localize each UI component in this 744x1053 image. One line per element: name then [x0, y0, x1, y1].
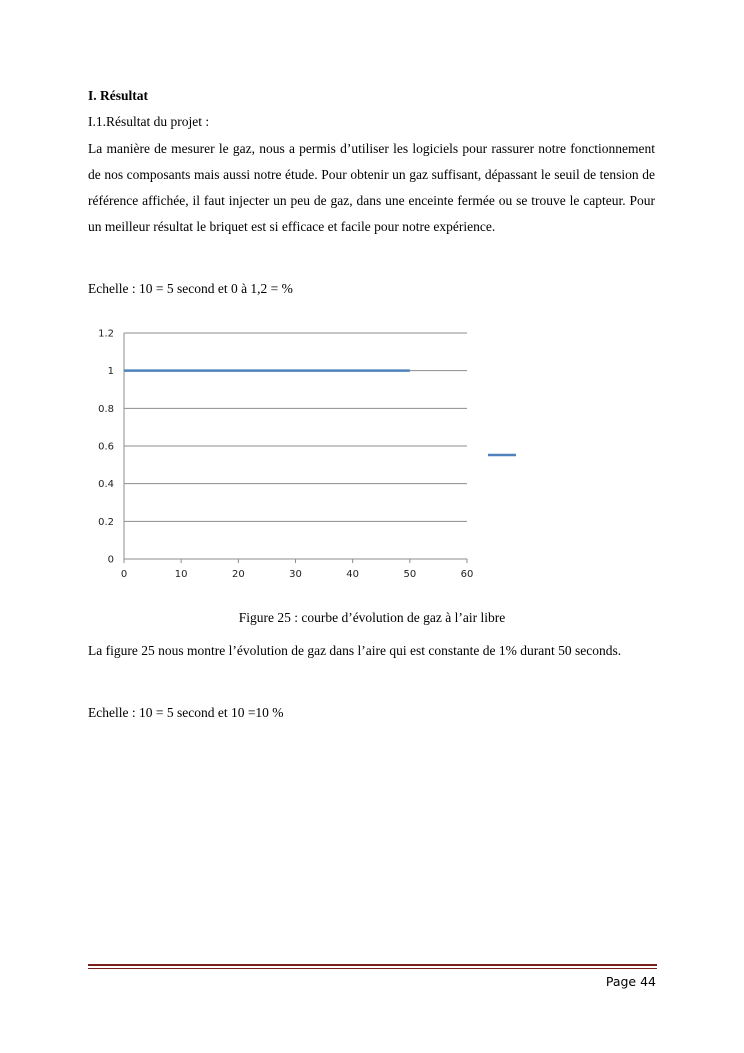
y-tick-label: 1 [107, 366, 114, 378]
x-tick-label: 60 [460, 569, 474, 580]
y-tick-label: 0 [107, 554, 114, 566]
footer-rule-thin [88, 968, 657, 969]
gas-evolution-chart [88, 322, 528, 592]
x-tick-label: 50 [403, 569, 417, 580]
section-heading: I. Résultat [88, 88, 148, 103]
scale-note-2: Echelle : 10 = 5 second et 10 =10 % [88, 705, 284, 720]
y-tick-label: 0.8 [98, 403, 114, 415]
x-tick-label: 20 [231, 569, 245, 580]
y-tick-label: 0.4 [98, 479, 114, 491]
footer-rule-thick [88, 964, 657, 966]
y-tick-label: 1.2 [98, 328, 114, 340]
subsection-heading: I.1.Résultat du projet : [88, 114, 210, 129]
body-paragraph-2: La figure 25 nous montre l’évolution de gaz dans l’aire qui est constante de 1% durant 50 seconds. [88, 643, 622, 658]
y-tick-label: 0.6 [98, 441, 114, 453]
scale-note-1: Echelle : 10 = 5 second et 0 à 1,2 = % [88, 281, 293, 296]
x-tick-label: 0 [120, 569, 128, 580]
x-tick-label: 10 [174, 569, 188, 580]
x-tick-label: 30 [289, 569, 302, 580]
x-tick-label: 40 [346, 569, 360, 580]
page-number: Page 44 [605, 974, 656, 989]
figure-caption: Figure 25 : courbe d’évolution de gaz à l’air libre [238, 610, 506, 625]
y-tick-label: 0.2 [98, 516, 114, 528]
body-paragraph-1: La manière de mesurer le gaz, nous a permis d’utiliser les logiciels pour rassurer notre fonctionnement de nos composants mais aussi notre étude. Pour obtenir un gaz suffisant, dépassant le seuil de tension de référence affichée, il faut injecter un peu de gaz, dans une enceinte fermée ou se trouve le capteur. Pour un meilleur résultat le briquet est si efficace et facile pour notre expérience. [88, 141, 655, 234]
